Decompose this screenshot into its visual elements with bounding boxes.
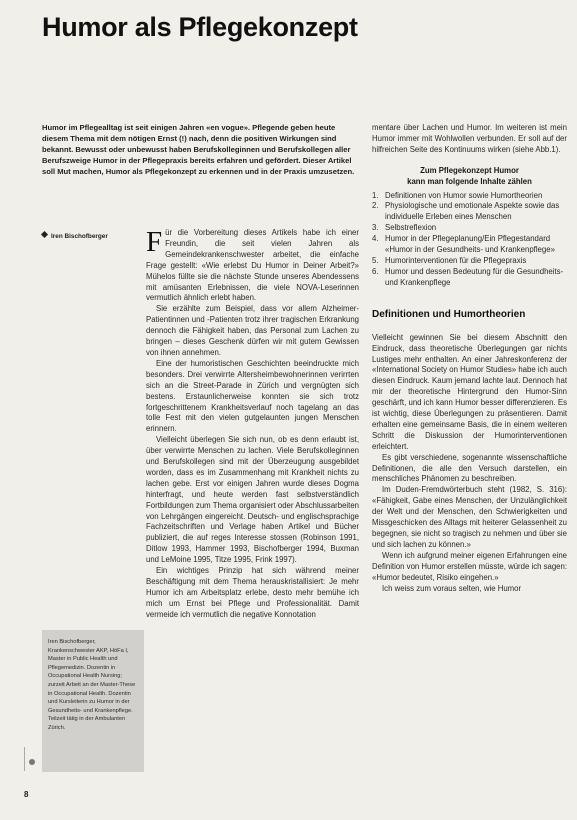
author-byline — [42, 232, 137, 240]
list-heading: Zum Pflegekonzept Humor kann man folgende Inhalte zählen — [407, 165, 532, 186]
article-column-middle — [146, 228, 359, 621]
section-heading: Definitionen und Humortheorien — [372, 308, 526, 320]
paragraph: Vielleicht überlegen Sie sich nun, ob es denn erlaubt ist, über verwirrte Menschen zu lachen. Viele Berufskolleginnen und Berufskollegen sind mit der Überzeugung ausgebildet worden, dass es im Zusammenhang mit Krankheit nichts zu lachen gebe. Erst vor einigen Jahren wurde dieses Dogma hinterfragt, und heute werden fast selbstverständlich Fortbildungen zum Thema organisiert oder Abschlussarbeiten von Lehrgängen eingereicht. Deutsch- und englischsprachige Fachzeitschriften und Verlage haben Artikel und Bücher publiziert, die auf reges Interesse stossen (Robinson 1991, Ditlow 1993, Hammer 1993, Bischofberger 1994, Buxman und LeMoine 1995, Titze 1995, Frink 1997). — [146, 435, 359, 565]
diamond-bullet-icon — [41, 231, 48, 238]
paragraph: Sie erzählte zum Beispiel, dass vor allem Alzheimer-Patientinnen und -Patienten trotz ihrer tragischen Erkrankung dennoch die Fähigkeit haben, das Personal zum Lachen zu bringen – dieses Geschenk dürfen wir mit gutem Gewissen von ihnen annehmen. — [146, 304, 359, 357]
list-item: 1. Definitionen von Humor sowie Humortheorien — [372, 190, 543, 200]
article-lead: Humor im Pflegealltag ist seit einigen Jahren «en vogue». Pflegende geben heute diesem Thema mit dem nötigen Ernst (!) nach, denn die positiven Wirkungen sind bekannt. Bewusst oder unbewusst haben Berufskolleginnen und Berufskollegen aller Berufszweige Humor in der Pflegepraxis bereits erfahren und gefördert. Dieser Artikel soll Mut machen, Humor als Pflegekonzept zu erkennen und in der Praxis umzusetzen. — [42, 123, 355, 176]
drop-cap: F — [146, 226, 163, 258]
list-item: 5. Humorinterventionen für die Pflegepraxis — [372, 255, 527, 265]
paragraph: Im Duden-Fremdwörterbuch steht (1982, S. 316): «Fähigkeit, Gabe eines Menschen, der Unzulänglichkeit der Welt und der Menschen, den Schwierigkeiten und Missgeschicken des Alltags mit heiterer Gelassenheit zu begegnen, sie nicht so tragisch zu nehmen und über sie und sich lachen zu können.» — [372, 485, 567, 549]
margin-mark-icon — [24, 747, 37, 771]
page-title: Humor als Pflegekonzept — [42, 12, 358, 42]
list-item: 6. Humor und dessen Bedeutung für die Gesundheits- und Krankenpflege — [372, 266, 564, 287]
paragraph: Ich weiss zum voraus selten, wie Humor — [382, 583, 522, 593]
paragraph: Für die Vorbereitung dieses Artikels habe ich einer Freundin, die seit vielen Jahren als Gemeindekrankenschwester arbeitet, die einfache Frage gestellt: «Wie erlebst Du Humor in Deiner Arbeit?» Mühelos füllte sie die nächste Stunde unseres Abendessens mit amüsanten Erlebnissen, die viele NOVA-Leserinnen vermutlich ähnlich erlebt haben. — [146, 226, 359, 303]
paragraph: mentare über Lachen und Humor. Im weiteren ist mein Humor immer mit Wohlwollen verbunden. Er soll auf der hilfreichen Seite des Kontinuums wirken (siehe Abb.1). — [372, 123, 567, 154]
paragraph: Vielleicht gewinnen Sie bei diesem Abschnitt den Eindruck, dass theoretische Überlegungen gar nichts Lustiges mehr enthalten. An einer Jahreskonferenz der «International Society on Humor Studies» habe ich auch diesen Eindruck. Kaum jemand lachte laut. Dennoch hat mir der theoretische Hintergrund den Humor-Sinn geschärft, und ich kann Humor besser differenzieren. Es ist wichtig, diese Überlegungen zu präsentieren. Damit erhalten eine gemeinsame Basis, die in einem weiteren Schritt die Diskussion der Humorinterventionen erleichtert. — [372, 332, 567, 451]
list-item: 2. Physiologische und emotionale Aspekte sowie das individuelle Erleben eines Menschen — [372, 201, 560, 222]
paragraph: Eine der humoristischen Geschichten beeindruckte mich besonders. Drei verwirrte Altersheimbewohnerinnen verirrten sich an die Street-Parade in Zürich und vergnügten sich bestens. Erstaunlicherweise konnten sie sich trotz fortgeschrittenem Krankheitsverlauf noch tagelang an das tolle Fest mit den vielen gutgelaunten jungen Menschen erinnern. — [146, 358, 359, 434]
author-bio-box: Iren Bischofberger, Krankenschwester AKP, HöFa I, Master in Public Health und Pflegemedizin. Dozentin in Occupational Health Nursing; zurzeit Arbeit an der Master-These in Occupational Health. Dozentin und Kursleiterin zu Humor in der Gesundheits- und Krankenpflege. Teilzeit tätig in der Ambulanten Zürich. — [42, 630, 144, 772]
article-column-right — [372, 123, 567, 594]
page-number: 8 — [24, 790, 29, 799]
paragraph: Ein wichtiges Prinzip hat sich während meiner Beschäftigung mit dem Thema herauskristallisiert: Je mehr Humor ich am Arbeitsplatz erlebe, desto mehr bemühe ich mich um Ernst bei Pflege und Professionalität. Damit vermeide ich vermutlich die negative Konnotation — [146, 566, 359, 619]
content-list — [372, 191, 567, 289]
paragraph: Wenn ich aufgrund meiner eigenen Erfahrungen eine Definition von Humor erstellen müsste, würde ich sagen: «Humor bedeutet, Risiko eingehen.» — [372, 550, 568, 582]
paragraph: Es gibt verschiedene, sogenannte wissenschaftliche Definitionen, die alle den Versuch darstellen, ein menschliches Phänomen zu beschreiben. — [372, 452, 567, 484]
list-item: 4. Humor in der Pflegeplanung/Ein Pflegestandard «Humor in der Gesundheits- und Krankenpflege» — [372, 234, 555, 255]
list-item: 3. Selbstreflexion — [372, 223, 437, 233]
author-name: Iren Bischofberger — [51, 233, 108, 240]
